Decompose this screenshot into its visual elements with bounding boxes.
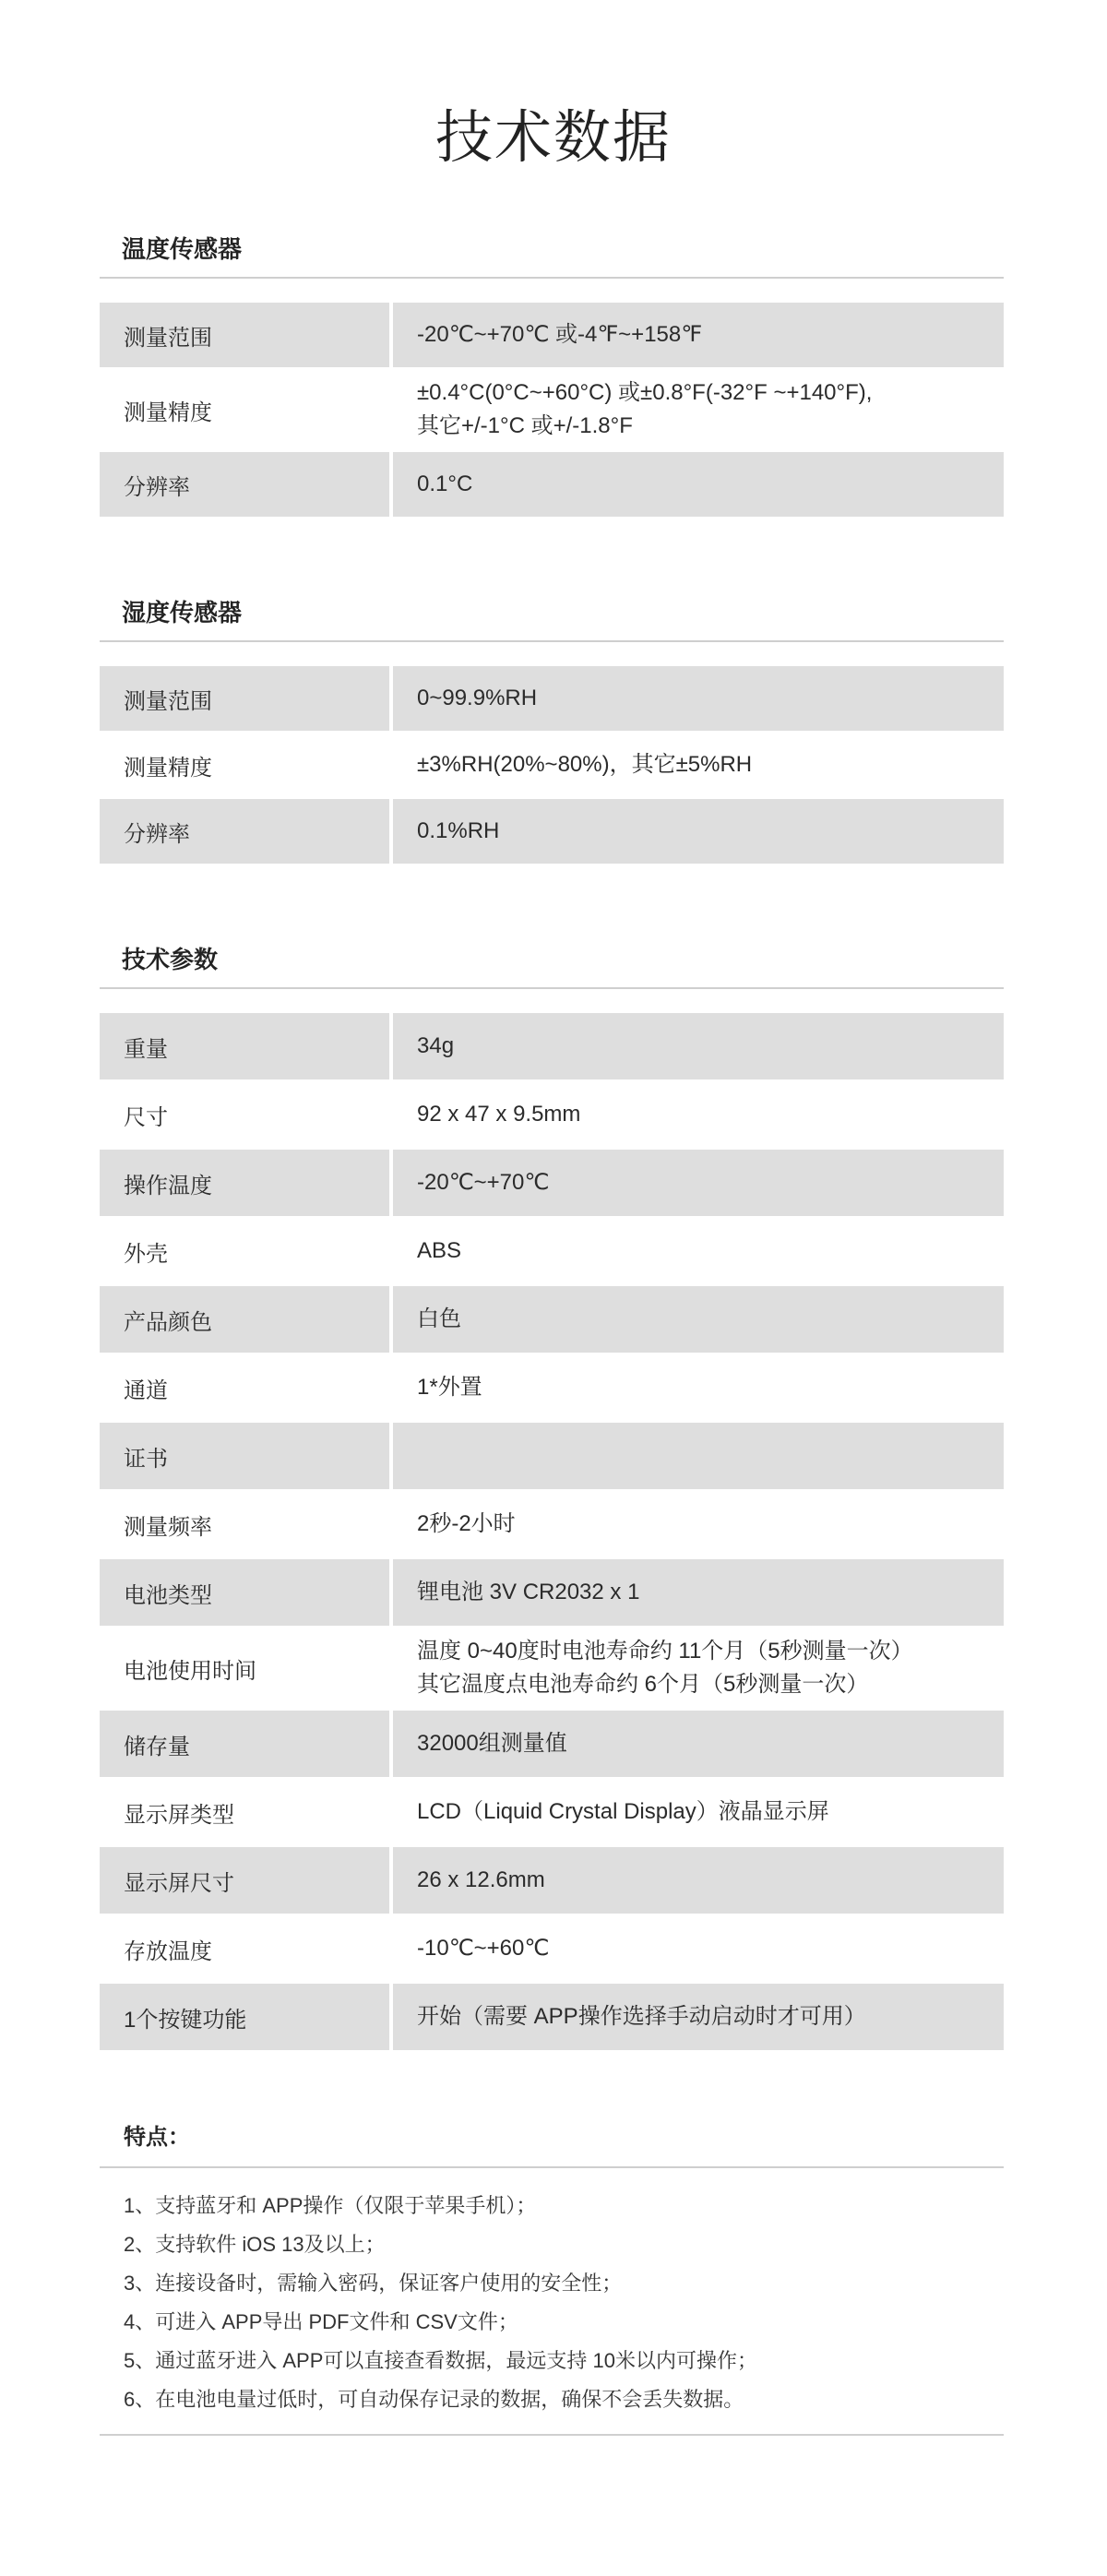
table-row xyxy=(100,1081,1004,1148)
list-item: 2、支持软件 iOS 13及以上； xyxy=(124,2233,386,2256)
value-line: ABS xyxy=(417,1238,462,1263)
row-label: 重量 xyxy=(100,1013,389,1079)
table-row xyxy=(100,799,1004,864)
humidity-spec-table xyxy=(100,666,1004,864)
row-label: 测量精度 xyxy=(124,755,212,781)
table-row xyxy=(100,1915,1004,1982)
table-row xyxy=(100,1984,1004,2050)
row-value xyxy=(393,1354,1004,1421)
row-value xyxy=(393,1081,1004,1148)
row-label: 分辨率 xyxy=(100,452,389,517)
table-row xyxy=(100,666,1004,731)
value-line: LCD（Liquid Crystal Display）液晶显示屏 xyxy=(417,1799,829,1824)
row-value xyxy=(393,1779,1004,1845)
temperature-sensor-section xyxy=(100,233,1004,519)
row-value xyxy=(393,1218,1004,1284)
humidity-sensor-section xyxy=(100,596,1004,865)
list-item: 4、可进入 APP导出 PDF文件和 CSV文件； xyxy=(124,2310,518,2333)
row-label: 1个按键功能 xyxy=(100,1984,389,2050)
table-row xyxy=(100,1354,1004,1421)
value-line: 2秒-2小时 xyxy=(417,1511,516,1536)
list-item: 3、连接设备时，需输入密码，保证客户使用的安全性； xyxy=(124,2272,623,2295)
value-line: 0.1°C xyxy=(417,471,473,496)
table-row xyxy=(100,369,1004,450)
row-value xyxy=(393,452,1004,517)
row-value xyxy=(393,799,1004,864)
page-title: 技术数据 xyxy=(434,106,672,170)
row-value xyxy=(393,1559,1004,1626)
value-line: 锂电池 3V CR2032 x 1 xyxy=(417,1580,640,1604)
row-label: 测量范围 xyxy=(100,666,389,731)
row-value xyxy=(393,1847,1004,1914)
row-label: 外壳 xyxy=(124,1241,168,1267)
row-value xyxy=(393,369,1004,450)
value-line: -20℃~+70℃ 或-4℉~+158℉ xyxy=(417,322,703,347)
table-row xyxy=(100,1847,1004,1914)
row-value xyxy=(393,666,1004,731)
row-label: 尺寸 xyxy=(124,1104,168,1130)
row-value xyxy=(393,1711,1004,1777)
value-line: ±3%RH(20%~80%)，其它±5%RH xyxy=(417,752,753,777)
section-title: 湿度传感器 xyxy=(100,596,1004,642)
value-line: 温度 0~40度时电池寿命约 11个月（5秒测量一次） xyxy=(417,1639,913,1664)
table-row xyxy=(100,1286,1004,1353)
list-item: 6、在电池电量过低时，可自动保存记录的数据，确保不会丢失数据。 xyxy=(124,2388,744,2411)
value-line: 26 x 12.6mm xyxy=(417,1867,545,1892)
value-line: 32000组测量值 xyxy=(417,1731,567,1756)
value-line: 0.1%RH xyxy=(417,818,500,843)
value-line: 34g xyxy=(417,1033,455,1058)
table-row xyxy=(100,1423,1004,1489)
value-line: 0~99.9%RH xyxy=(417,686,538,710)
value-line: 92 x 47 x 9.5mm xyxy=(417,1102,581,1127)
row-label: 显示屏类型 xyxy=(124,1802,234,1828)
table-row xyxy=(100,1559,1004,1626)
row-value xyxy=(393,1150,1004,1216)
temperature-spec-table xyxy=(100,303,1004,517)
value-line: 开始（需要 APP操作选择手动启动时才可用） xyxy=(417,2004,866,2029)
table-row xyxy=(100,303,1004,367)
row-label: 测量精度 xyxy=(124,400,212,425)
row-label: 产品颜色 xyxy=(100,1286,389,1353)
table-row xyxy=(100,1150,1004,1216)
row-value xyxy=(393,1423,1004,1489)
table-row xyxy=(100,1711,1004,1777)
features-section xyxy=(100,2122,1004,2436)
features-list xyxy=(100,2168,1004,2436)
value-line: 其它温度点电池寿命约 6个月（5秒测量一次） xyxy=(417,1672,869,1697)
row-label: 电池使用时间 xyxy=(124,1658,256,1684)
value-line: ±0.4°C(0°C~+60°C) 或±0.8°F(-32°F ~+140°F), xyxy=(417,380,873,405)
table-row xyxy=(100,1491,1004,1557)
table-row xyxy=(100,733,1004,797)
row-label: 分辨率 xyxy=(100,799,389,864)
row-label: 操作温度 xyxy=(100,1150,389,1216)
table-row xyxy=(100,1779,1004,1845)
value-line: 1*外置 xyxy=(417,1375,482,1400)
row-label: 储存量 xyxy=(100,1711,389,1777)
list-item: 1、支持蓝牙和 APP操作（仅限于苹果手机）； xyxy=(124,2194,537,2217)
row-value xyxy=(393,303,1004,367)
section-title: 技术参数 xyxy=(100,943,1004,989)
value-line: 白色 xyxy=(417,1306,461,1331)
value-line: 其它+/-1°C 或+/-1.8°F xyxy=(417,413,633,438)
tech-params-section xyxy=(100,943,1004,2052)
row-value xyxy=(393,1984,1004,2050)
row-label: 测量频率 xyxy=(124,1514,212,1540)
features-title: 特点： xyxy=(100,2122,1004,2168)
section-title: 温度传感器 xyxy=(100,233,1004,279)
row-value xyxy=(393,1286,1004,1353)
tech-spec-table xyxy=(100,1013,1004,2050)
row-label: 测量范围 xyxy=(100,303,389,367)
row-value xyxy=(393,733,1004,797)
table-row xyxy=(100,1013,1004,1079)
row-label: 通道 xyxy=(124,1377,168,1403)
row-label: 显示屏尺寸 xyxy=(100,1847,389,1914)
table-row xyxy=(100,1218,1004,1284)
value-line: -10℃~+60℃ xyxy=(417,1936,550,1961)
row-label: 电池类型 xyxy=(100,1559,389,1626)
row-value xyxy=(393,1013,1004,1079)
row-value xyxy=(393,1628,1004,1709)
row-value xyxy=(393,1491,1004,1557)
row-label: 证书 xyxy=(100,1423,389,1489)
value-line: -20℃~+70℃ xyxy=(417,1170,550,1195)
row-label: 存放温度 xyxy=(124,1938,212,1964)
table-row xyxy=(100,452,1004,517)
row-value xyxy=(393,1915,1004,1982)
list-item: 5、通过蓝牙进入 APP可以直接查看数据，最远支持 10米以内可操作； xyxy=(124,2349,757,2372)
table-row xyxy=(100,1628,1004,1709)
